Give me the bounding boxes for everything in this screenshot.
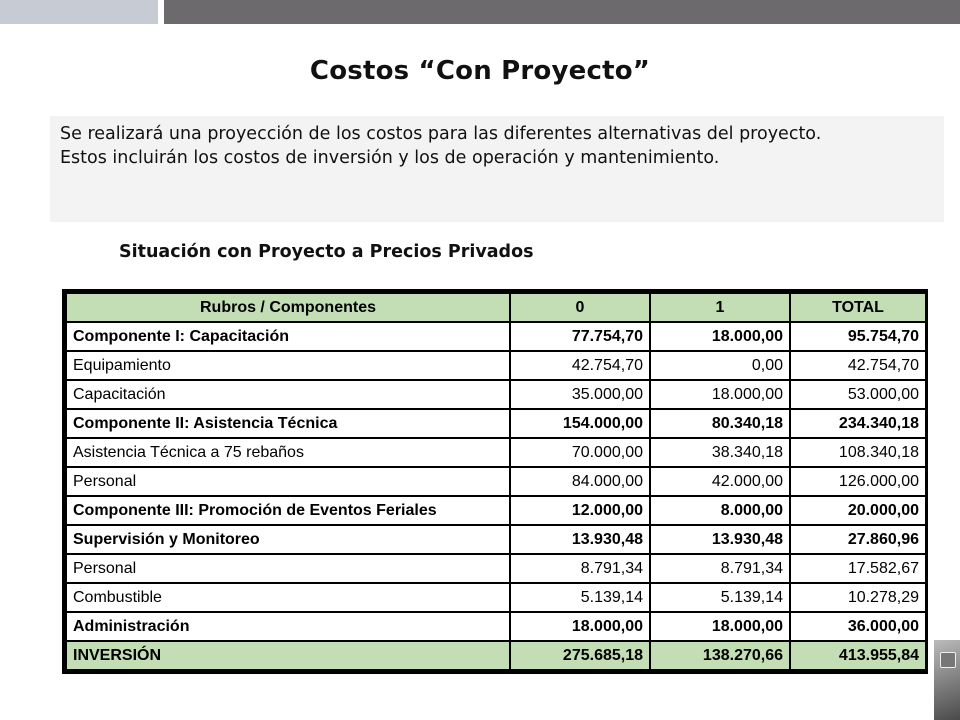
row-total: 126.000,00: [790, 467, 926, 496]
row-year-1: 5.139,14: [650, 583, 790, 612]
intro-paragraph-1: Se realizará una proyección de los costos para las diferentes alternativas del proyecto.: [60, 124, 822, 144]
row-total: 234.340,18: [790, 409, 926, 438]
row-name: INVERSIÓN: [66, 641, 510, 670]
row-total: 20.000,00: [790, 496, 926, 525]
row-year-1: 38.340,18: [650, 438, 790, 467]
row-total: 10.278,29: [790, 583, 926, 612]
row-year-1: 42.000,00: [650, 467, 790, 496]
table-row-componente-iii: [66, 496, 926, 525]
table-row-supervision: [66, 525, 926, 554]
row-year-1: 13.930,48: [650, 525, 790, 554]
row-year-1: 8.791,34: [650, 554, 790, 583]
row-total: 53.000,00: [790, 380, 926, 409]
row-year-0: 13.930,48: [510, 525, 650, 554]
row-name: Supervisión y Monitoreo: [66, 525, 510, 554]
table-row-componente-i: [66, 322, 926, 351]
row-year-0: 42.754,70: [510, 351, 650, 380]
cost-table: [65, 292, 927, 671]
table-row-equipamiento: [66, 351, 926, 380]
header-rubros: Rubros / Componentes: [66, 293, 510, 322]
row-name: Asistencia Técnica a 75 rebaños: [66, 438, 510, 467]
intro-paragraph-2: Estos incluirán los costos de inversión y los de operación y mantenimiento.: [60, 148, 720, 168]
row-year-1: 0,00: [650, 351, 790, 380]
row-year-0: 5.139,14: [510, 583, 650, 612]
header-year-1: 1: [650, 293, 790, 322]
table-row-combustible: [66, 583, 926, 612]
row-name: Componente II: Asistencia Técnica: [66, 409, 510, 438]
row-year-0: 84.000,00: [510, 467, 650, 496]
row-total: 108.340,18: [790, 438, 926, 467]
row-total: 36.000,00: [790, 612, 926, 641]
row-name: Personal: [66, 554, 510, 583]
row-year-1: 18.000,00: [650, 380, 790, 409]
row-year-0: 12.000,00: [510, 496, 650, 525]
table-row-personal-supervision: [66, 554, 926, 583]
row-total: 413.955,84: [790, 641, 926, 670]
row-year-0: 18.000,00: [510, 612, 650, 641]
row-total: 42.754,70: [790, 351, 926, 380]
row-name: Personal: [66, 467, 510, 496]
header-total: TOTAL: [790, 293, 926, 322]
table-header-row: [66, 293, 926, 322]
table-row-capacitacion: [66, 380, 926, 409]
row-total: 17.582,67: [790, 554, 926, 583]
row-year-1: 138.270,66: [650, 641, 790, 670]
row-year-0: 8.791,34: [510, 554, 650, 583]
row-year-1: 18.000,00: [650, 612, 790, 641]
row-year-0: 154.000,00: [510, 409, 650, 438]
table-row-asistencia-tecnica: [66, 438, 926, 467]
row-year-0: 275.685,18: [510, 641, 650, 670]
table-row-personal: [66, 467, 926, 496]
corner-logo-icon: [940, 652, 956, 668]
row-year-0: 77.754,70: [510, 322, 650, 351]
row-total: 95.754,70: [790, 322, 926, 351]
top-bar-light-segment: [0, 0, 158, 24]
row-total: 27.860,96: [790, 525, 926, 554]
row-year-1: 80.340,18: [650, 409, 790, 438]
table-row-componente-ii: [66, 409, 926, 438]
row-year-1: 8.000,00: [650, 496, 790, 525]
row-name: Administración: [66, 612, 510, 641]
row-name: Equipamiento: [66, 351, 510, 380]
cost-table-container: [62, 289, 928, 674]
row-name: Combustible: [66, 583, 510, 612]
row-name: Capacitación: [66, 380, 510, 409]
table-row-administracion: [66, 612, 926, 641]
table-row-inversion-total: [66, 641, 926, 670]
row-year-0: 35.000,00: [510, 380, 650, 409]
row-year-0: 70.000,00: [510, 438, 650, 467]
header-year-0: 0: [510, 293, 650, 322]
top-bar-dark-segment: [164, 0, 960, 24]
table-subtitle: Situación con Proyecto a Precios Privados: [119, 242, 534, 262]
slide-title: Costos “Con Proyecto”: [309, 56, 651, 86]
row-name: Componente I: Capacitación: [66, 322, 510, 351]
row-year-1: 18.000,00: [650, 322, 790, 351]
row-name: Componente III: Promoción de Eventos Feriales: [66, 496, 510, 525]
intro-text-box: [50, 116, 944, 222]
